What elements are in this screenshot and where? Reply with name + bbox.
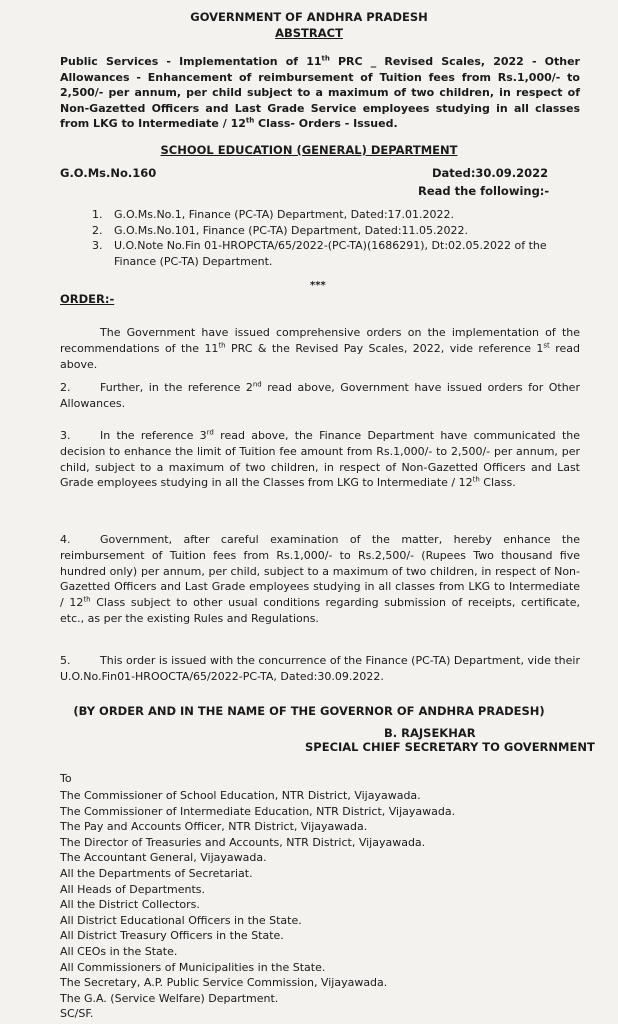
- recipient-item: The Secretary, A.P. Public Service Commission, Vijayawada.: [60, 976, 388, 990]
- department-heading: SCHOOL EDUCATION (GENERAL) DEPARTMENT: [160, 143, 458, 157]
- recipient-item: All District Educational Officers in the State.: [60, 913, 302, 927]
- signatory-name: B. RAJSEKHAR: [384, 726, 476, 740]
- order-heading: ORDER:-: [60, 292, 115, 306]
- subject-text: Public Services - Implementation of 11th PRC _ Revised Scales, 2022 - Other Allowances - Enhancement of reimbursement of Tuition fees from Rs.1,000/- to 2,500/- per annum, per child subject to a maximum of two children, in respect of Non-Gazetted Officers and Last Grade Service employees studying in all classes from LKG to Intermediate / 12th Class- Orders - Issued.: [60, 54, 580, 131]
- to-label: To: [60, 772, 72, 785]
- recipient-item: The Pay and Accounts Officer, NTR District, Vijayawada.: [60, 820, 368, 834]
- order-paragraph-1: The Government have issued comprehensive orders on the implementation of the recommendations of the 11th PRC & the Revised Pay Scales, 2022, vide reference 1st read above.: [60, 326, 580, 371]
- recipient-item: SC/SF.: [60, 1007, 94, 1021]
- separator: ***: [310, 280, 326, 291]
- go-date: Dated:30.09.2022: [432, 166, 549, 180]
- recipient-item: The G.A. (Service Welfare) Department.: [60, 991, 279, 1005]
- recipient-item: The Commissioner of School Education, NTR District, Vijayawada.: [60, 789, 421, 802]
- recipients-list: [60, 788, 580, 1022]
- recipient-item: The Director of Treasuries and Accounts, NTR District, Vijayawada.: [60, 835, 426, 849]
- order-paragraph-5: 5. This order is issued with the concurrence of the Finance (PC-TA) Department, vide their U.O.No.Fin01-HROOCTA/65/2022-PC-TA, Dated:30.09.2022.: [60, 654, 580, 683]
- references-list: [92, 207, 582, 269]
- recipient-item: All CEOs in the State.: [60, 944, 178, 958]
- recipient-item: The Commissioner of Intermediate Education, NTR District, Vijayawada.: [60, 804, 456, 818]
- order-paragraph-2: 2. Further, in the reference 2nd read above, Government have issued orders for Other Allowances.: [60, 380, 580, 410]
- government-heading: GOVERNMENT OF ANDHRA PRADESH: [190, 10, 428, 24]
- signatory-title: SPECIAL CHIEF SECRETARY TO GOVERNMENT: [305, 740, 595, 754]
- abstract-heading: ABSTRACT: [275, 26, 343, 40]
- recipient-item: The Accountant General, Vijayawada.: [60, 851, 267, 865]
- reference-item: 2. G.O.Ms.No.101, Finance (PC-TA) Department, Dated:11.05.2022.: [92, 223, 469, 237]
- order-paragraph-3: 3. In the reference 3rd read above, the Finance Department have communicated the decision to enhance the limit of Tuition fee amount from Rs.1,000/- to 2,500/- per annum, per child, subject to a maximum of two children, in respect of Non-Gazetted Officers and Last Grade employees studying in all the Classes from LKG to Intermediate / 12th Class.: [60, 428, 580, 490]
- order-paragraph-4: 4. Government, after careful examination of the matter, hereby enhance the reimbursement of Tuition fees from Rs.1,000/- to Rs.2,500/- (Rupees Two thousand five hundred only) per annum, per child, subject to a maximum of two children, in respect of Non-Gazetted Officers and Last Grade employees studying in all classes from LKG to Intermediate / 12th Class subject to other usual conditions regarding submission of receipts, certificate, etc., as per the existing Rules and Regulations.: [60, 533, 581, 625]
- reference-item: 1. G.O.Ms.No.1, Finance (PC-TA) Department, Dated:17.01.2022.: [92, 208, 455, 221]
- recipient-item: All the District Collectors.: [60, 898, 200, 912]
- reference-item: 3. U.O.Note No.Fin 01-HROPCTA/65/2022-(PC-TA)(1686291), Dt:02.05.2022 of the Finance (PC-TA) Department.: [92, 239, 547, 268]
- recipient-item: All District Treasury Officers in the State.: [60, 929, 284, 943]
- recipient-item: All Commissioners of Municipalities in the State.: [60, 960, 326, 974]
- by-order-line: (BY ORDER AND IN THE NAME OF THE GOVERNOR OF ANDHRA PRADESH): [73, 704, 545, 718]
- go-number: G.O.Ms.No.160: [60, 166, 157, 180]
- recipient-item: All the Departments of Secretariat.: [60, 866, 253, 880]
- read-following-label: Read the following:-: [418, 184, 550, 198]
- recipient-item: All Heads of Departments.: [60, 882, 206, 896]
